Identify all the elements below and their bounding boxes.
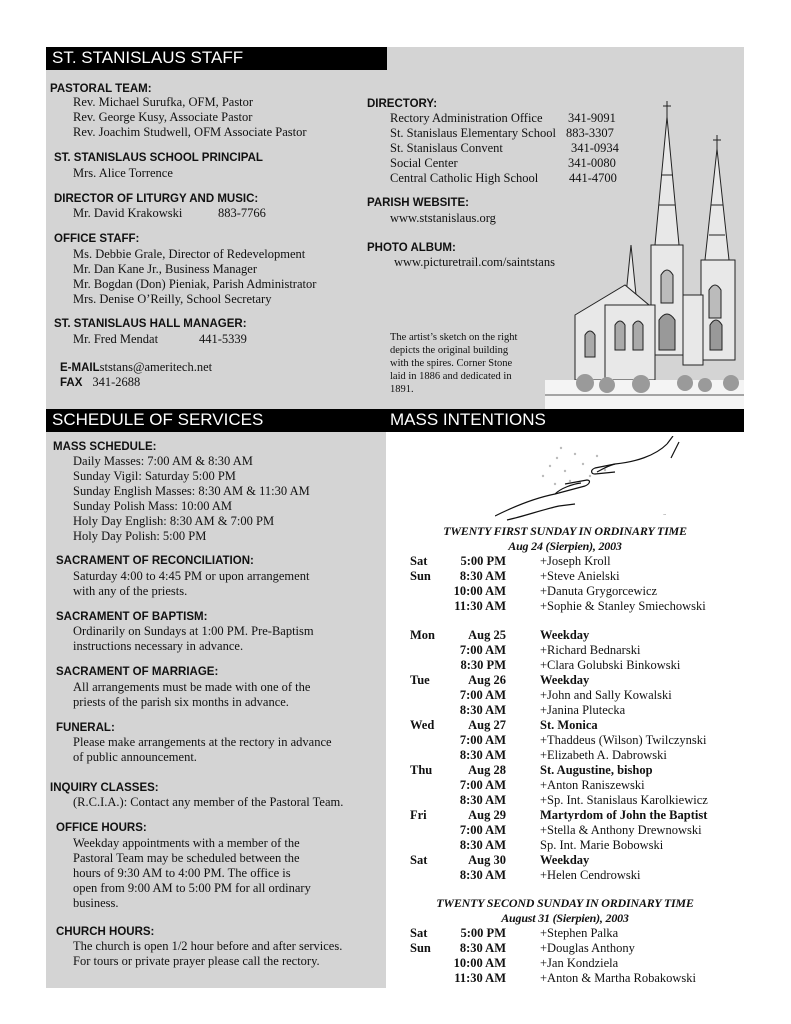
intention-name: Weekday [540, 628, 590, 642]
intention-time: 8:30 AM [459, 838, 506, 852]
directory-name: Rectory Administration Office [390, 111, 543, 125]
directory-phone: 341-0934 [571, 141, 619, 155]
mass-schedule-item: Holy Day English: 8:30 AM & 7:00 PM [73, 514, 275, 528]
intention-row [410, 569, 730, 584]
intention-time: 11:30 AM [454, 971, 506, 985]
mass-schedule-list [73, 454, 310, 544]
sunday1-date: Aug 24 (Sierpien), 2003 [508, 539, 622, 553]
intention-name: +Thaddeus (Wilson) Twilczynski [540, 733, 707, 747]
intention-time: 11:30 AM [454, 599, 506, 613]
intention-name: +Danuta Grygorcewicz [540, 584, 658, 598]
inquiry-text [73, 795, 343, 810]
intention-name: St. Monica [540, 718, 598, 732]
text-line: priests of the parish six months in advance. [73, 695, 289, 709]
mass-schedule-heading: MASS SCHEDULE: [53, 441, 157, 453]
intention-row [410, 703, 730, 718]
text-line: Saturday 4:00 to 4:45 PM or upon arrangement [73, 569, 310, 583]
church-hours-heading: CHURCH HOURS: [56, 926, 155, 938]
intention-name: +Joseph Kroll [540, 554, 611, 568]
svg-text:~: ~ [663, 512, 667, 517]
text-line: Pastoral Team may be scheduled between the [73, 851, 300, 865]
intention-time: 8:30 AM [459, 868, 506, 882]
intention-day: Thu [410, 763, 433, 777]
liturgy-heading: DIRECTOR OF LITURGY AND MUSIC: [54, 193, 259, 205]
directory-phone: 441-4700 [569, 171, 617, 185]
intention-time: 8:30 AM [459, 569, 506, 583]
intention-time: 7:00 AM [459, 778, 506, 792]
directory-heading: DIRECTORY: [367, 98, 438, 110]
office-hours-text [73, 836, 311, 911]
directory-name: Social Center [390, 156, 458, 170]
text-line: Please make arrangements at the rectory in advance [73, 735, 332, 749]
intention-row [410, 733, 730, 748]
sketch-caption [390, 331, 517, 396]
church-hours-text [73, 939, 342, 969]
intention-row [410, 554, 730, 569]
album-heading: PHOTO ALBUM: [367, 242, 456, 254]
intention-time: 7:00 AM [459, 643, 506, 657]
marriage-heading: SACRAMENT OF MARRIAGE: [56, 666, 219, 678]
text-line: instructions necessary in advance. [73, 639, 244, 653]
hands-illustration [495, 436, 685, 522]
intention-time: Aug 26 [468, 673, 506, 687]
reconciliation-text [73, 569, 309, 599]
funeral-text [73, 735, 332, 765]
email-label: E-MAIL [60, 362, 100, 374]
text-line: The church is open 1/2 hour before and after services. [73, 939, 343, 953]
intention-row [410, 853, 730, 868]
mass-schedule-item: Sunday Vigil: Saturday 5:00 PM [73, 469, 236, 483]
text-line: For tours or private prayer please call the rectory. [73, 954, 320, 968]
intention-name: St. Augustine, bishop [540, 763, 653, 777]
intention-name: Weekday [540, 853, 590, 867]
caption-line: laid in 1886 and dedicated in [390, 371, 512, 382]
intention-row [410, 628, 730, 643]
intention-day: Fri [410, 808, 427, 822]
hall-heading: ST. STANISLAUS HALL MANAGER: [54, 318, 247, 330]
email-value[interactable]: ststans@ameritech.net [99, 360, 213, 374]
intention-row [410, 793, 730, 808]
intention-name: +Douglas Anthony [540, 941, 635, 955]
intention-name: +Clara Golubski Binkowski [540, 658, 681, 672]
liturgy-phone: 883-7766 [218, 206, 266, 220]
intention-time: Aug 27 [468, 718, 506, 732]
text-line: (R.C.I.A.): Contact any member of the Pastoral Team. [73, 795, 344, 809]
office-staff-item: Mr. Bogdan (Don) Pieniak, Parish Administrator [73, 277, 317, 291]
staff-title-band: ST. STANISLAUS STAFF [46, 47, 387, 70]
intention-row [410, 868, 730, 883]
intention-time: 10:00 AM [453, 956, 506, 970]
mass-schedule-item: Sunday English Masses: 8:30 AM & 11:30 AM [73, 484, 310, 498]
intention-name: +Helen Cendrowski [540, 868, 641, 882]
intention-name: +John and Sally Kowalski [540, 688, 672, 702]
text-line: Weekday appointments with a member of the [73, 836, 300, 850]
hall-name: Mr. Fred Mendat [73, 332, 159, 346]
caption-line: 1891. [390, 384, 414, 395]
directory-phone: 883-3307 [566, 126, 614, 140]
album-link[interactable]: www.picturetrail.com/saintstans [394, 255, 555, 269]
intention-row [410, 718, 730, 733]
mass-schedule-item: Holy Day Polish: 5:00 PM [73, 529, 207, 543]
pastoral-heading: PASTORAL TEAM: [50, 83, 152, 95]
intention-row [410, 823, 730, 838]
intention-row [410, 688, 730, 703]
inquiry-heading: INQUIRY CLASSES: [50, 782, 159, 794]
intention-row [410, 599, 730, 614]
intention-row [410, 763, 730, 778]
office-hours-heading: OFFICE HOURS: [56, 822, 147, 834]
reconciliation-heading: SACRAMENT OF RECONCILIATION: [56, 555, 254, 567]
text-line: open from 9:00 AM to 5:00 PM for all ordinary [73, 881, 311, 895]
intention-name: +Anton Raniszewski [540, 778, 645, 792]
intention-day: Sun [410, 941, 431, 955]
pastoral-item: Rev. Michael Surufka, OFM, Pastor [73, 95, 254, 109]
caption-line: depicts the original building [390, 345, 509, 356]
intention-time: 5:00 PM [460, 926, 506, 940]
intention-name: +Stephen Palka [540, 926, 619, 940]
intention-time: 10:00 AM [453, 584, 506, 598]
intention-row [410, 584, 730, 599]
intention-name: +Elizabeth A. Dabrowski [540, 748, 667, 762]
office-staff-item: Ms. Debbie Grale, Director of Redevelopment [73, 247, 306, 261]
intentions-title-band: MASS INTENTIONS [386, 409, 744, 432]
intention-day: Sat [410, 926, 428, 940]
intention-day: Sun [410, 569, 431, 583]
intention-name: +Stella & Anthony Drewnowski [540, 823, 702, 837]
hall-phone: 441-5339 [199, 332, 247, 346]
intention-row [410, 673, 730, 688]
intention-name: +Janina Plutecka [540, 703, 626, 717]
intention-time: 7:00 AM [459, 823, 506, 837]
sunday2-title: TWENTY SECOND SUNDAY IN ORDINARY TIME [436, 896, 694, 910]
website-heading: PARISH WEBSITE: [367, 197, 470, 209]
intention-name: Sp. Int. Marie Bobowski [540, 838, 664, 852]
intention-row [410, 971, 730, 986]
intention-name: Weekday [540, 673, 590, 687]
intention-row [410, 808, 730, 823]
caption-line: The artist’s sketch on the right [390, 332, 518, 343]
intention-name: +Sp. Int. Stanislaus Karolkiewicz [540, 793, 708, 807]
directory-phone: 341-9091 [568, 111, 616, 125]
intention-name: Martyrdom of John the Baptist [540, 808, 708, 822]
intention-name: +Sophie & Stanley Smiechowski [540, 599, 706, 613]
directory-phone: 341-0080 [568, 156, 616, 170]
schedule-title-band: SCHEDULE OF SERVICES [46, 409, 386, 432]
sunday1-title: TWENTY FIRST SUNDAY IN ORDINARY TIME [443, 524, 687, 538]
intention-row [410, 778, 730, 793]
intention-day: Sat [410, 853, 428, 867]
text-line: All arrangements must be made with one of the [73, 680, 311, 694]
intention-row [410, 926, 730, 941]
intention-time: 8:30 PM [460, 658, 506, 672]
fax-label: FAX [60, 377, 83, 389]
directory-name: St. Stanislaus Elementary School [390, 126, 556, 140]
intention-name: +Richard Bednarski [540, 643, 641, 657]
intention-name: +Anton & Martha Robakowski [540, 971, 696, 985]
caption-line: with the spires. Corner Stone [390, 358, 513, 369]
mass-schedule-item: Daily Masses: 7:00 AM & 8:30 AM [73, 454, 253, 468]
directory-name: Central Catholic High School [390, 171, 539, 185]
intention-row [410, 658, 730, 673]
intention-time: 8:30 AM [459, 941, 506, 955]
church-sketch-image [545, 95, 744, 409]
intention-day: Tue [410, 673, 430, 687]
intention-time: Aug 30 [468, 853, 506, 867]
sunday2-date: August 31 (Sierpien), 2003 [501, 911, 629, 925]
website-link[interactable]: www.ststanislaus.org [390, 211, 496, 225]
fax-line [60, 373, 140, 391]
intention-time: 7:00 AM [459, 688, 506, 702]
text-line: with any of the priests. [73, 584, 188, 598]
intention-time: Aug 29 [468, 808, 506, 822]
intention-day: Sat [410, 554, 428, 568]
intention-time: 7:00 AM [459, 733, 506, 747]
intention-time: 8:30 AM [459, 748, 506, 762]
principal-heading: ST. STANISLAUS SCHOOL PRINCIPAL [54, 152, 263, 164]
intention-row [410, 643, 730, 658]
intention-time: 5:00 PM [460, 554, 506, 568]
intention-time: Aug 25 [468, 628, 506, 642]
intention-row [410, 956, 730, 971]
intention-row [410, 941, 730, 956]
funeral-heading: FUNERAL: [56, 722, 115, 734]
baptism-text [73, 624, 314, 654]
pastoral-list [73, 95, 307, 140]
pastoral-item: Rev. Joachim Studwell, OFM Associate Pastor [73, 125, 307, 139]
text-line: business. [73, 896, 119, 910]
baptism-heading: SACRAMENT OF BAPTISM: [56, 611, 208, 623]
intention-day: Mon [410, 628, 435, 642]
pastoral-item: Rev. George Kusy, Associate Pastor [73, 110, 253, 124]
intention-name: +Jan Kondziela [540, 956, 619, 970]
principal-name: Mrs. Alice Torrence [73, 166, 173, 180]
intention-time: 8:30 AM [459, 793, 506, 807]
mass-schedule-item: Sunday Polish Mass: 10:00 AM [73, 499, 233, 513]
text-line: hours of 9:30 AM to 4:00 PM. The office is [73, 866, 291, 880]
marriage-text [73, 680, 310, 710]
intention-time: 8:30 AM [459, 703, 506, 717]
text-line: Ordinarily on Sundays at 1:00 PM. Pre-Baptism [73, 624, 314, 638]
text-line: of public announcement. [73, 750, 197, 764]
intention-time: Aug 28 [468, 763, 506, 777]
office-staff-item: Mr. Dan Kane Jr., Business Manager [73, 262, 257, 276]
liturgy-name: Mr. David Krakowski [73, 206, 183, 220]
intention-row [410, 748, 730, 763]
office-staff-item: Mrs. Denise O’Reilly, School Secretary [73, 292, 272, 306]
intention-name: +Steve Anielski [540, 569, 620, 583]
intention-row [410, 838, 730, 853]
directory-name: St. Stanislaus Convent [390, 141, 503, 155]
intention-day: Wed [410, 718, 435, 732]
office-staff-list [73, 247, 316, 307]
fax-value: 341-2688 [92, 375, 141, 389]
office-staff-heading: OFFICE STAFF: [54, 233, 140, 245]
